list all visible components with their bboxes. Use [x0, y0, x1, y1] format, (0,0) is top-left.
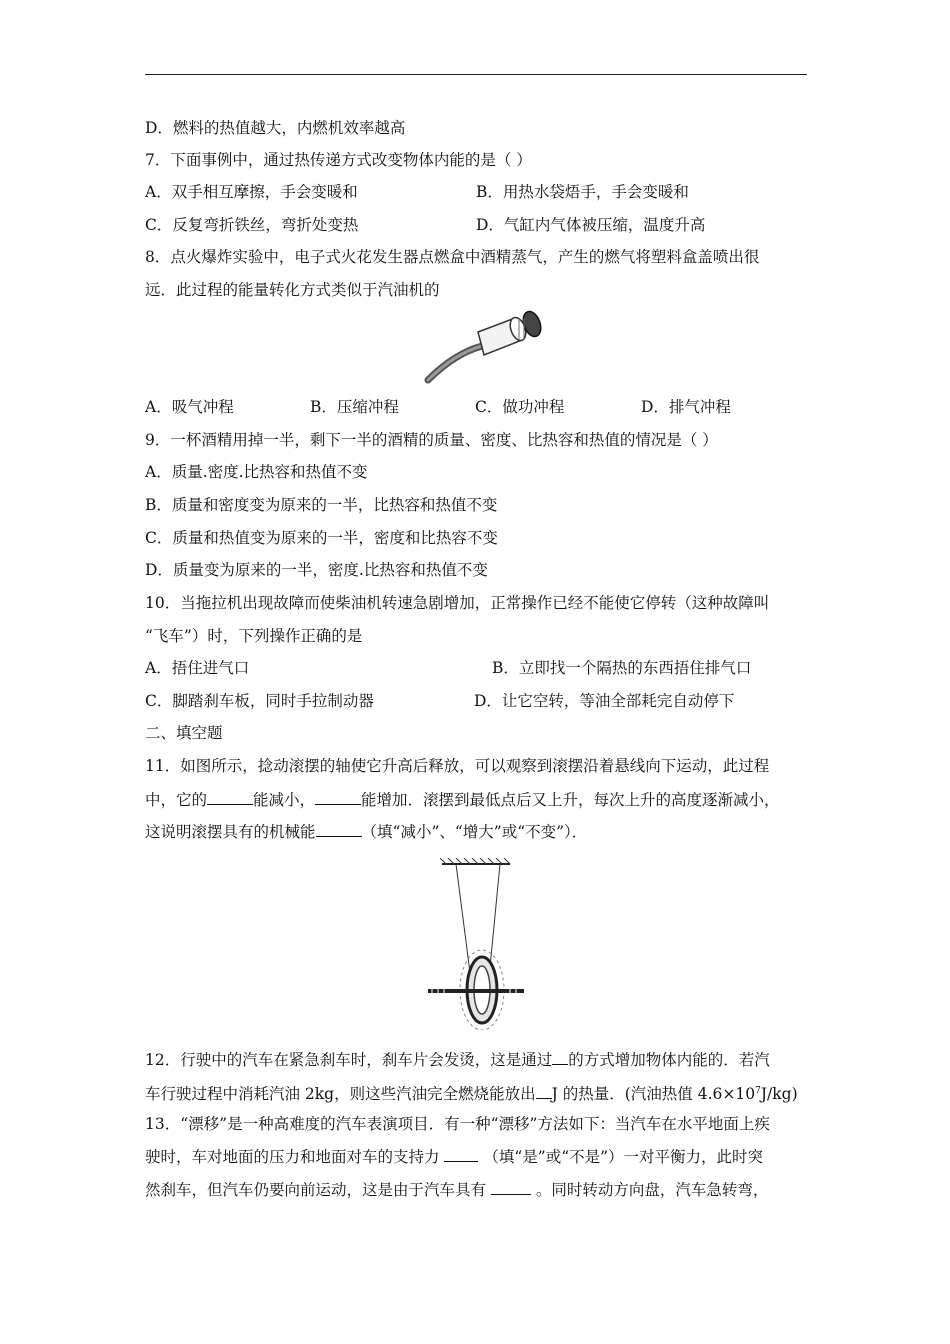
q13-stem-line1: 13．“漂移”是一种高难度的汽车表演项目．有一种“漂移”方法如下：当汽车在水平地面上疾: [145, 1115, 770, 1133]
q8-stem-line1: 8．点火爆炸实验中，电子式火花发生器点燃盒中酒精蒸气，产生的燃气将塑料盒盖喷出很: [145, 248, 760, 266]
header-rule: [145, 74, 807, 75]
q9-option-b: B．质量和密度变为原来的一半，比热容和热值不变: [145, 496, 498, 514]
q13-stem-line3: 然刹车，但汽车仍要向前运动，这是由于汽车具有 。同时转动方向盘，汽车急转弯，: [145, 1181, 769, 1199]
q8-stem-line2: 远．此过程的能量转化方式类似于汽油机的: [145, 281, 440, 299]
q12-stem-line2: 车行驶过程中消耗汽油 2kg，则这些汽油完全燃烧能放出 J 的热量．(汽油热值 $4.6\times 10^7J/kg$): [145, 1085, 798, 1104]
q7-stem: 7．下面事例中，通过热传递方式改变物体内能的是（ ）: [145, 151, 532, 169]
q12-stem-line1: 12．行驶中的汽车在紧急刹车时，刹车片会发烫，这是通过 的方式增加物体内能的．若汽: [145, 1051, 770, 1069]
answer-blank: [536, 1083, 552, 1099]
q10-stem-line1: 10．当拖拉机出现故障而使柴油机转速急剧增加，正常操作已经不能使它停转（这种故障叫: [145, 594, 770, 612]
q7-option-b: B．用热水袋焐手，手会变暖和: [476, 183, 689, 201]
q8-option-c: C．做功冲程: [475, 398, 565, 416]
answer-blank: [315, 789, 361, 805]
q6-option-d: D．燃料的热值越大，内燃机效率越高: [145, 119, 406, 137]
q9-option-c: C．质量和热值变为原来的一半，密度和比热容不变: [145, 529, 498, 547]
q7-option-d: D．气缸内气体被压缩，温度升高: [476, 216, 706, 234]
q11-stem-line1: 11．如图所示，捻动滚摆的轴使它升高后释放，可以观察到滚摆沿着悬线向下运动，此过程: [145, 757, 770, 775]
q8-option-a: A．吸气冲程: [145, 398, 234, 416]
q7-option-a: A．双手相互摩擦，手会变暖和: [145, 183, 358, 201]
answer-blank: [552, 1049, 568, 1065]
q11-stem-line3: 这说明滚摆具有的机械能 （填“减小”、“增大”或“不变”）．: [145, 823, 588, 841]
q13-stem-line2: 驶时，车对地面的压力和地面对车的支持力 （填“是”或“不是”）一对平衡力，此时突: [145, 1148, 764, 1166]
q8-option-d: D．排气冲程: [641, 398, 731, 416]
q8-option-b: B．压缩冲程: [310, 398, 399, 416]
answer-blank: [444, 1146, 478, 1162]
q11-stem-line2: 中，它的 能减小， 能增加．滚摆到最低点后又上升，每次上升的高度逐渐减小，: [145, 791, 780, 809]
ignition-device-figure: [420, 310, 545, 390]
q7-option-c: C．反复弯折铁丝，弯折处变热: [145, 216, 359, 234]
q9-option-a: A．质量.密度.比热容和热值不变: [145, 463, 368, 481]
q10-stem-line2: “飞车”）时，下列操作正确的是: [145, 627, 363, 645]
answer-blank: [207, 789, 253, 805]
q10-option-d: D．让它空转，等油全部耗完自动停下: [474, 692, 735, 710]
section-heading: 二、填空题: [145, 724, 223, 742]
answer-blank: [491, 1179, 531, 1195]
maxwell-pendulum-figure: [420, 858, 530, 1030]
q9-option-d: D．质量变为原来的一半，密度.比热容和热值不变: [145, 561, 488, 579]
q9-stem: 9．一杯酒精用掉一半，剩下一半的酒精的质量、密度、比热容和热值的情况是（ ）: [145, 431, 718, 449]
answer-blank: [316, 821, 362, 837]
q10-option-b: B．立即找一个隔热的东西捂住排气口: [492, 659, 752, 677]
q10-option-a: A．捂住进气口: [145, 659, 250, 677]
q10-option-c: C．脚踏刹车板，同时手拉制动器: [145, 692, 374, 710]
